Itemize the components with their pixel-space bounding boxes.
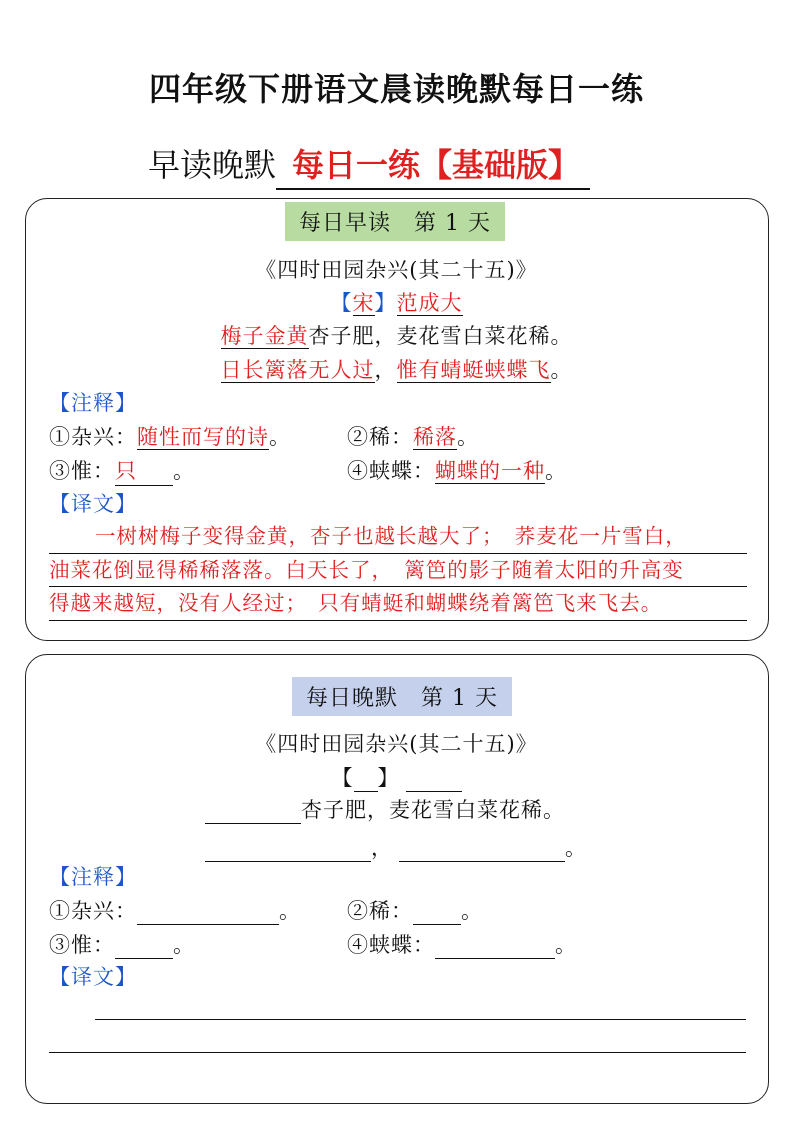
evening-poem-title: 《四时田园杂兴(其二十五)》 — [255, 732, 538, 756]
line1-rest: 杏子肥，麦花雪白菜花稀。 — [301, 798, 565, 822]
line2-sep: ， — [374, 358, 397, 382]
note-label: ②稀： — [347, 425, 413, 449]
evening-header: 每日晚默 第 1 天 — [292, 677, 512, 716]
note-end: 。 — [173, 933, 195, 957]
line1-rest: 杏子肥，麦花雪白菜花稀。 — [308, 324, 573, 348]
note-end: 。 — [555, 933, 577, 957]
note-end: 。 — [461, 899, 483, 923]
bracket-close: 】 — [377, 766, 400, 790]
bracket-close: 】 — [374, 291, 397, 315]
translation-line: 油菜花倒显得稀稀落落。白天长了， 篱笆的影子随着太阳的升高变 — [49, 554, 747, 588]
note-label: ①杂兴： — [49, 425, 137, 449]
line1-filled: 梅子金黄 — [220, 324, 309, 348]
evening-poem-line-1 — [205, 794, 565, 824]
morning-translation-label: 【译文】 — [49, 492, 137, 516]
subtitle — [148, 140, 590, 190]
author-blank[interactable] — [406, 769, 462, 792]
evening-notes-label: 【注释】 — [49, 865, 137, 889]
note-end: 。 — [457, 425, 479, 449]
note-label: ②稀： — [347, 899, 413, 923]
author-name: 范成大 — [396, 291, 463, 315]
note-label: ①杂兴： — [49, 899, 137, 923]
subtitle-prefix: 早读晚默 — [148, 146, 277, 184]
morning-translation — [49, 520, 747, 621]
note-label: ④蛱蝶： — [347, 933, 435, 957]
morning-note-4 — [347, 455, 567, 485]
evening-note-2 — [347, 895, 483, 925]
note-end: 。 — [545, 459, 567, 483]
morning-author — [0, 287, 793, 317]
note-answer: 蝴蝶的一种 — [435, 459, 545, 483]
note-end: 。 — [173, 459, 195, 483]
note-label: ③惟： — [49, 459, 115, 483]
note-answer: 稀落 — [413, 425, 457, 449]
bracket-open: 【 — [331, 766, 354, 790]
note-label: ③惟： — [49, 933, 115, 957]
note-answer: 随性而写的诗 — [137, 425, 269, 449]
page-title: 四年级下册语文晨读晚默每日一练 — [148, 70, 644, 108]
note-label: ④蛱蝶： — [347, 459, 435, 483]
note-answer: 只 — [115, 455, 173, 486]
line2-blank-b[interactable] — [399, 839, 565, 862]
morning-poem-line-1 — [0, 320, 793, 350]
line2-blank-a[interactable] — [205, 839, 371, 862]
evening-note-1 — [49, 895, 301, 925]
bracket-open: 【 — [330, 291, 353, 315]
evening-poem-line-2 — [205, 832, 587, 862]
note-blank[interactable] — [413, 902, 461, 925]
morning-notes-label: 【注释】 — [49, 391, 137, 415]
line2-end: 。 — [565, 836, 587, 860]
evening-translation-label: 【译文】 — [49, 965, 137, 989]
line2-part-a: 日长篱落无人过 — [220, 358, 375, 382]
note-blank[interactable] — [137, 902, 279, 925]
morning-note-2 — [347, 421, 479, 451]
evening-note-3 — [49, 929, 195, 959]
note-blank[interactable] — [435, 936, 555, 959]
translation-line: 得越来越短，没有人经过； 只有蜻蜓和蝴蝶绕着篱笆飞来飞去。 — [49, 587, 747, 621]
line2-part-b: 惟有蜻蜓蛱蝶飞 — [396, 358, 551, 382]
note-blank[interactable] — [115, 936, 173, 959]
translation-line: 一树树梅子变得金黄，杏子也越长越大了； 荞麦花一片雪白， — [49, 520, 747, 554]
evening-author — [0, 762, 793, 792]
line2-end: 。 — [550, 358, 573, 382]
morning-note-1 — [49, 421, 291, 451]
line2-sep: ， — [371, 836, 393, 860]
subtitle-main: 每日一练【基础版】 — [276, 140, 590, 190]
morning-note-3 — [49, 455, 195, 486]
author-dynasty: 宋 — [352, 291, 375, 315]
morning-poem-title: 《四时田园杂兴(其二十五)》 — [255, 258, 538, 282]
line1-blank[interactable] — [205, 801, 301, 824]
note-end: 。 — [279, 899, 301, 923]
translation-blank-line[interactable] — [49, 1052, 746, 1053]
morning-header: 每日早读 第 1 天 — [285, 202, 505, 241]
dynasty-blank[interactable] — [354, 769, 378, 792]
evening-note-4 — [347, 929, 577, 959]
translation-blank-line[interactable] — [95, 1019, 746, 1020]
note-end: 。 — [269, 425, 291, 449]
morning-poem-line-2 — [0, 354, 793, 384]
